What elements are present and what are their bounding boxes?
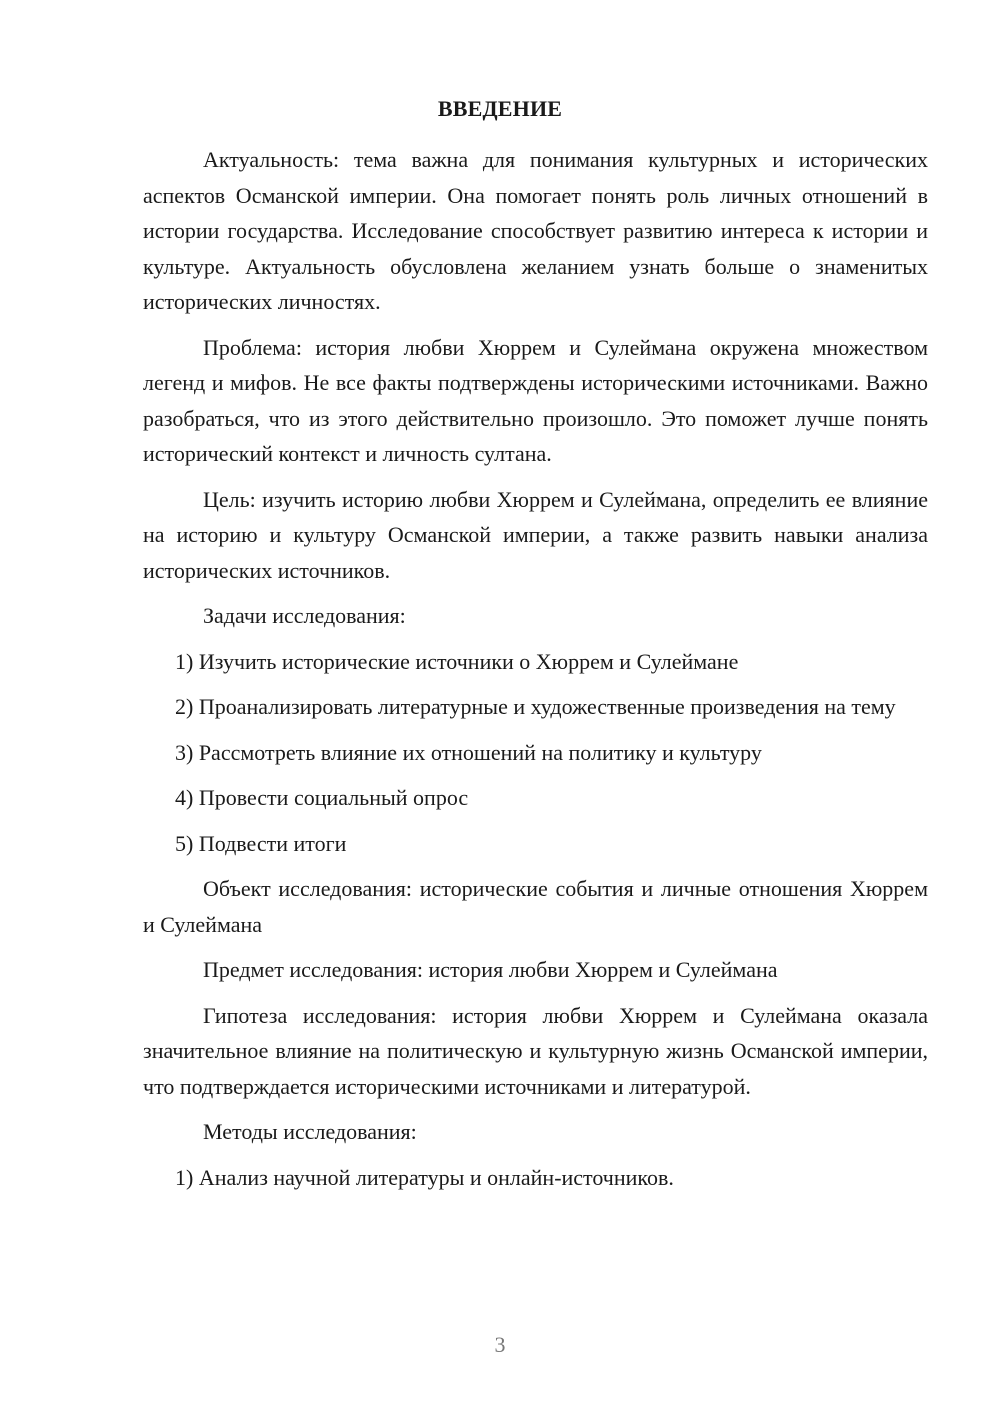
task-item: 2) Проанализировать литературные и художественные произведения на тему xyxy=(175,694,896,719)
paragraph-tasks-heading: Задачи исследования: xyxy=(203,603,406,628)
task-item: 3) Рассмотреть влияние их отношений на политику и культуру xyxy=(175,739,762,765)
paragraph-problem: Проблема: история любви Хюррем и Сулеймана окружена множеством легенд и мифов. Не все факты подтверждены историческими источниками. Важно разобраться, что из этого действительно произошло. Это поможет лучше понять исторический контекст и личность султана. xyxy=(143,334,928,466)
paragraph-goal: Цель: изучить историю любви Хюррем и Сулеймана, определить ее влияние на историю и культуру Османской империи, а также развить навыки анализа исторических источников. xyxy=(143,486,928,583)
paragraph-methods-heading: Методы исследования: xyxy=(203,1119,417,1144)
task-item: 4) Провести социальный опрос xyxy=(175,785,469,810)
paragraph-object: Объект исследования: исторические события и личные отношения Хюррем и Сулеймана xyxy=(143,876,928,937)
paragraph-subject: Предмет исследования: история любви Хюррем и Сулеймана xyxy=(203,957,778,982)
paragraph-hypothesis: Гипотеза исследования: история любви Хюррем и Сулеймана оказала значительное влияние на политическую и культурную жизнь Османской империи, что подтверждается историческими источниками и литературой. xyxy=(143,1002,928,1099)
method-item: 1) Анализ научной литературы и онлайн-источников. xyxy=(175,1164,674,1190)
document-body xyxy=(143,142,928,1195)
task-item: 1) Изучить исторические источники о Хюррем и Сулеймане xyxy=(175,648,739,674)
page-title: ВВЕДЕНИЕ xyxy=(437,96,563,121)
page-number: 3 xyxy=(494,1332,506,1357)
task-item: 5) Подвести итоги xyxy=(175,830,347,856)
paragraph-relevance: Актуальность: тема важна для понимания культурных и исторических аспектов Османской империи. Она помогает понять роль личных отношений в истории государства. Исследование способствует развитию интереса к истории и культуре. Актуальность обусловлена желанием узнать больше о знаменитых исторических личностях. xyxy=(143,147,928,314)
